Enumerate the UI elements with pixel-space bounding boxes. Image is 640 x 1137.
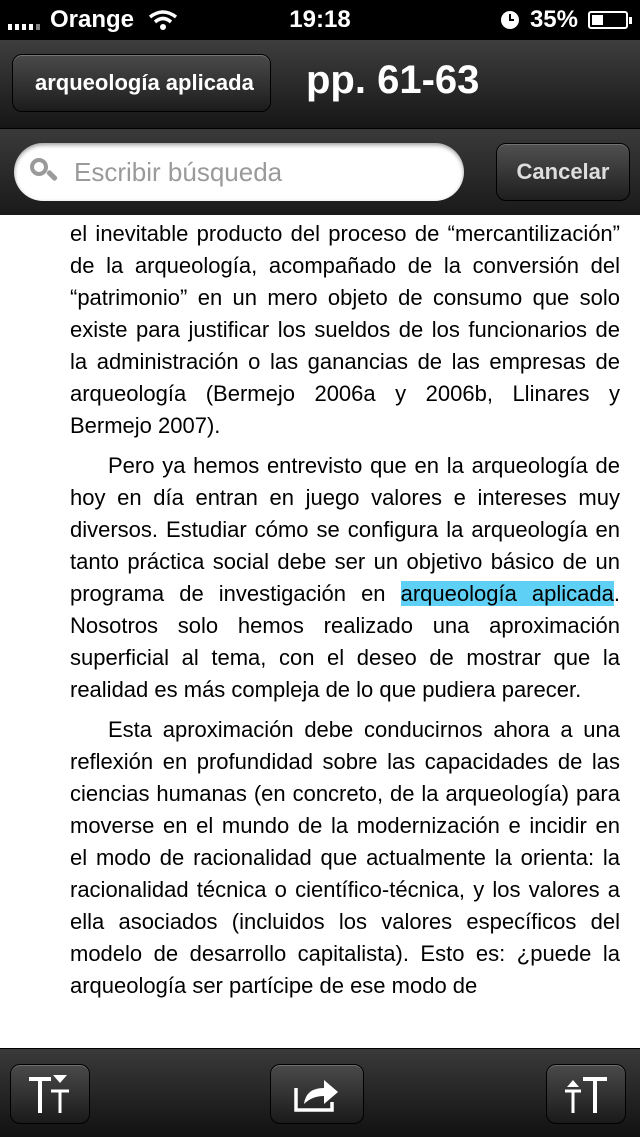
reading-content[interactable] xyxy=(70,216,620,1048)
carrier-name: Orange xyxy=(50,6,135,33)
decrease-font-size-icon xyxy=(25,1071,75,1117)
battery-fill xyxy=(592,15,603,25)
battery-percent: 35% xyxy=(529,6,578,33)
status-bar xyxy=(0,0,640,40)
search-bar xyxy=(0,129,640,215)
decrease-font-button[interactable] xyxy=(10,1064,90,1124)
increase-font-button[interactable] xyxy=(546,1064,626,1124)
paragraph-2-text-after: . Nosotros solo hemos realizado una aproximación superficial al tema, con el deseo de mostrar que la realidad es más compleja de lo que pudiera parecer. xyxy=(70,581,620,702)
search-highlight: arqueología aplicada xyxy=(400,581,614,606)
paragraph-2-text-before: Pero ya hemos entrevisto que en la arqueología de hoy en día entran en juego valores e intereses muy diversos. Estudiar cómo se configura la arqueología en tanto práctica social debe ser un objetivo básico de un programa de investigación en xyxy=(70,453,620,606)
paragraph-3: Esta aproximación debe conducirnos ahora a una reflexión en profundidad sobre las capacidades de las ciencias humanas (en concreto, de la arqueología) para moverse en el mundo de la modernización e incidir en el modo de racionalidad que actualmente la orienta: la racionalidad técnica o científico-técnica, y los valores a ella asociados (incluidos los valores específicos del modelo de desarrollo capitalista). Esto es: ¿puede la arqueología ser partícipe de ese modo de xyxy=(70,717,620,998)
search-field[interactable] xyxy=(14,143,464,201)
back-button-label: arqueología aplicada xyxy=(35,70,254,95)
share-icon xyxy=(292,1074,342,1114)
bottom-toolbar xyxy=(0,1048,640,1137)
search-input[interactable] xyxy=(72,156,446,189)
clock: 19:18 xyxy=(289,6,351,33)
page-title: pp. 61-63 xyxy=(306,58,480,102)
navigation-bar xyxy=(0,40,640,129)
battery-icon xyxy=(588,11,628,29)
cancel-button[interactable]: Cancelar xyxy=(496,143,630,201)
paragraph-2 xyxy=(70,450,620,706)
status-right xyxy=(500,6,628,34)
alarm-clock-icon xyxy=(500,10,520,30)
share-button[interactable] xyxy=(270,1064,364,1124)
back-button[interactable] xyxy=(12,54,271,112)
search-icon xyxy=(30,158,58,186)
increase-font-size-icon xyxy=(561,1071,611,1117)
paragraph-1: el inevitable producto del proceso de “mercantilización” de la arqueología, acompañado de la conversión del “patrimonio” en un mero objeto de consumo que solo existe para justificar los sueldos de los funcionarios de la administración o las ganancias de las empresas de arqueología (Bermejo 2006a y 2006b, Llinares y Bermejo 2007). xyxy=(70,221,620,438)
